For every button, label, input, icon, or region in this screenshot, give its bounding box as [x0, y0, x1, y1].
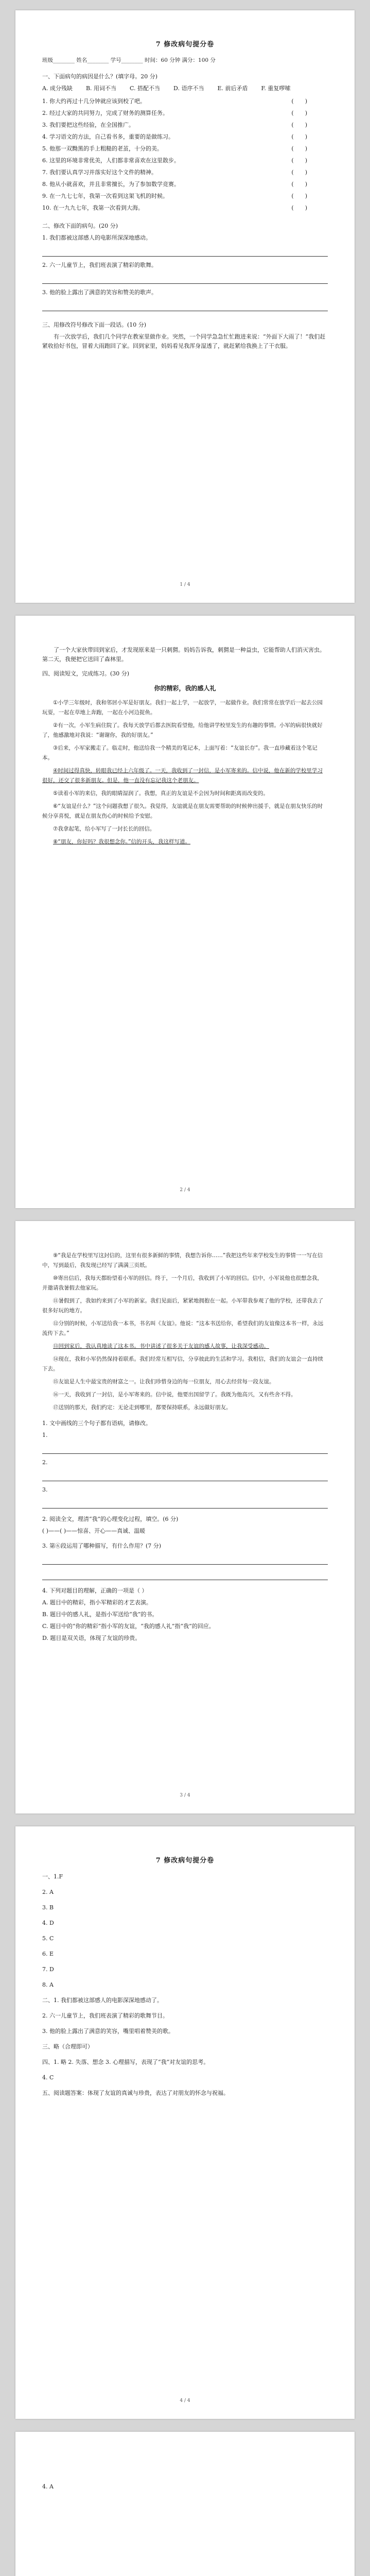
answer-item: 4. C	[42, 2074, 54, 2081]
question-item: 3. 我们要把这些经验，在全国推广。 ( )	[42, 122, 307, 128]
question-item: 9. 在一九七七年，我第一次看到这架飞机的时候。 ( )	[42, 193, 307, 199]
question-item: 1. 你大约再过十几分钟就应该到校了吧。 ( )	[42, 98, 307, 105]
section-1-heading: 一、下面病句的病因是什么？(填字母。20 分)	[42, 73, 158, 80]
fix-item: 3. 他的脸上露出了满意的笑容和赞美的歌声。	[42, 289, 157, 296]
page-number: 1 / 4	[180, 582, 190, 587]
question-item: 4. 学习语文的方法，自己看书多，重要的是做练习。 ( )	[42, 133, 307, 140]
section-2-heading: 二、修改下面的病句。(20 分)	[42, 223, 118, 229]
question-1: 1. 文中画线的三个句子都有语病，请修改。	[42, 1420, 151, 1427]
essay-paragraph: ⑤读着小军的来信，我的眼睛湿润了。我想，真正的友谊是不会因为时间和距离而改变的。	[53, 790, 269, 796]
fix-item: 2. 六一儿童节上，我们班表演了精彩的歌舞。	[42, 262, 157, 268]
answer-item: 一、1.F	[42, 1873, 63, 1880]
answer-item: 四、1. 略 2. 失落、想念 3. 心理描写，表现了“我”对友谊的思考。	[42, 2059, 209, 2065]
essay-paragraph: ⑰送别的那天，我们约定：无论走到哪里，都要保持联系，永远做好朋友。	[53, 1404, 232, 1411]
intro-text: 了一个大家伙带回到家后，才发现原来是一只刺猬。妈妈告诉我，刺猬是一种益虫，它能帮助人们消灭害虫。第二天，我便把它送回了森林里。	[42, 647, 325, 663]
question-3: 3. 第⑥段运用了哪种描写，有什么作用？(7 分)	[42, 1543, 162, 1549]
essay-paragraph: ⑨“我是在学校里写这封信的，这里有很多新鲜的事情，我想告诉你……”我把这些年来学校发生的事情一一写在信中，写到最后，我发现已经写了满满三页纸。	[42, 1252, 323, 1268]
options-list	[42, 84, 328, 93]
doc-title: 7 修改病句提分卷	[155, 41, 215, 48]
student-info: 班级________ 姓名________ 学号________ 时间：60 分钟 满分：100 分	[42, 57, 216, 63]
answer-line[interactable]	[42, 245, 328, 257]
option: B. 用词不当	[85, 85, 117, 92]
page-5	[15, 2432, 355, 2576]
answer-item: 4. A	[42, 2483, 54, 2490]
answer-label: 3.	[42, 1486, 48, 1493]
answer-line[interactable]	[42, 273, 328, 284]
essay-paragraph: ⑧“朋友，你好吗？我很想念你。”信的开头，我这样写道。	[53, 839, 191, 845]
question-4: 4. 下列对题目的理解，正确的一项是（ ）	[42, 1587, 148, 1594]
answer-item: 3. B	[42, 1904, 54, 1911]
page-3	[15, 1221, 355, 1814]
answer-label: 2.	[42, 1459, 48, 1466]
fix-item: 1. 我们都被这部感人的电影所深深地感动。	[42, 234, 151, 241]
question-item: 7. 我们要认真学习并落实好这个文件的精神。 ( )	[42, 169, 307, 176]
essay-paragraph: ⑯一天，我收到了一封信，是小军寄来的。信中说，他要出国留学了。我既为他高兴，又有些舍不得。	[53, 1392, 296, 1398]
page-4	[15, 1826, 355, 2419]
question-4-option: C. 题目中的“你的精彩”指小军的友谊，“我的感人礼”指“我”的回应。	[42, 1623, 215, 1630]
page-2	[15, 616, 355, 1208]
question-item: 5. 他那一双黝黑的手上粗糙的老茧，十分的美。 ( )	[42, 145, 307, 152]
essay-paragraph: ⑥“友谊是什么？”这个问题我想了很久。我觉得，友谊就是在朋友需要帮助的时候伸出援手，就是在朋友快乐的时候分享喜悦，就是在朋友伤心的时候给予安慰。	[42, 803, 323, 819]
essay-paragraph: ①小学三年级时，我和邻居小军是好朋友。我们一起上学，一起放学，一起做作业。我们常常在放学后一起去公园玩耍，一起在草地上奔跑，一起在小河边捉鱼。	[42, 700, 323, 716]
page-number: 4 / 4	[180, 2398, 190, 2403]
answer-item: 3. 他的脸上露出了满意的笑容，嘴里唱着赞美的歌。	[42, 2028, 174, 2035]
answer-item: 7. D	[42, 1966, 54, 1973]
question-2-fill[interactable]: ( )——( )——惊喜、开心——真诚、温暖	[42, 1528, 146, 1534]
answer-line[interactable]	[42, 300, 328, 311]
question-item: 10. 在一九九七年，我第一次看到大海。 ( )	[42, 205, 307, 211]
answer-line[interactable]	[42, 1569, 328, 1580]
option: C. 搭配不当	[130, 85, 161, 92]
answer-item: 五、阅读题答案：体现了友谊的真诚与珍贵，表达了对朋友的怀念与祝福。	[42, 2090, 229, 2096]
question-item: 2. 经过大家的共同努力，完成了财务的测算任务。 ( )	[42, 110, 307, 116]
essay-paragraph: ⑫分别的时候，小军送给我一本书，书名叫《友谊》。他说：“这本书送给你，希望我们的友谊像这本书一样，永远流传下去。”	[42, 1320, 324, 1336]
question-4-option: B. 题目中的感人礼，是指小军送给“我”的书。	[42, 1611, 158, 1618]
answer-item: 8. A	[42, 1981, 54, 1988]
option: A. 成分残缺	[42, 85, 73, 92]
answer-item: 4. D	[42, 1920, 54, 1926]
essay-paragraph: ⑮友谊是人生中最宝贵的财富之一。让我们珍惜身边的每一位朋友，用心去经营每一段友谊。	[53, 1379, 275, 1385]
answer-item: 5. C	[42, 1935, 54, 1942]
essay-paragraph: ④时间过得真快，转眼我已经上六年级了。一天，我收到了一封信，是小军寄来的。信中说，他在新的学校里学习很好，还交了很多新朋友。但是，他一直没有忘记我这个老朋友。	[42, 768, 323, 784]
answer-item: 二、1. 我们都被这部感人的电影深深地感动了。	[42, 1997, 163, 2004]
answer-line[interactable]	[42, 1553, 328, 1565]
section-4-heading: 四、阅读短文，完成练习。(30 分)	[42, 670, 130, 677]
option: E. 前后矛盾	[217, 85, 248, 92]
option: D. 语序不当	[173, 85, 204, 92]
essay-paragraph: ③后来，小军家搬走了。临走时，他送给我一个精美的笔记本，上面写着：“友谊长存”。我一直珍藏着这个笔记本。	[42, 745, 318, 761]
essay-paragraph: ⑦我拿起笔，给小军写了一封长长的回信。	[53, 826, 155, 832]
question-item: 6. 这里的环境非常优美，人们都非常喜欢在这里散步。 ( )	[42, 157, 307, 164]
answer-item: 6. E	[42, 1951, 54, 1957]
option: F. 重复啰嗦	[261, 85, 291, 92]
page-number: 3 / 4	[180, 1793, 190, 1798]
essay-paragraph: ⑬回到家后，我认真地读了这本书。书中讲述了很多关于友谊的感人故事，让我深受感动。	[53, 1343, 269, 1349]
page-1	[15, 10, 355, 603]
section-3-text: 有一次放学后，我们几个同学在教室里做作业。突然，一个同学急急忙忙跑进来说：“外面下大雨了！”我们赶紧收拾好书包，冒着大雨跑回了家。回到家里，妈妈看见我浑身湿透了，就赶紧给我换上了干衣服。	[42, 333, 326, 349]
answer-line[interactable]	[42, 1443, 328, 1454]
page-number: 2 / 4	[180, 1188, 190, 1193]
essay-paragraph: ⑭现在，我和小军仍然保持着联系。我们经常互相写信，分享彼此的生活和学习。我相信，我们的友谊会一直持续下去。	[42, 1356, 323, 1372]
essay-paragraph: ②有一次，小军生病住院了。我每天放学后都去医院看望他，给他讲学校里发生的有趣的事情。小军的病很快就好了，他感激地对我说：“谢谢你，我的好朋友。”	[42, 722, 323, 738]
answer-line[interactable]	[42, 1470, 328, 1481]
answer-label: 1.	[42, 1432, 48, 1438]
question-2: 2. 阅读全文，理清“我”的心理变化过程，填空。(6 分)	[42, 1516, 179, 1522]
answer-item: 2. 六一儿童节上，我们班表演了精彩的歌舞节目。	[42, 2012, 168, 2019]
question-item: 8. 他从小就喜欢，并且非常擅长，为了参加数学竞赛。 ( )	[42, 181, 307, 188]
answer-title: 7 修改病句提分卷	[155, 1857, 215, 1865]
answer-item: 2. A	[42, 1889, 54, 1895]
question-4-option: A. 题目中的精彩，指小军精彩的才艺表演。	[42, 1599, 152, 1606]
section-3-heading: 三、用修改符号修改下面一段话。(10 分)	[42, 321, 147, 328]
answer-item: 三、略（合理即可）	[42, 2043, 93, 2050]
essay-paragraph: ⑩寄出信后，我每天都盼望着小军的回信。终于，一个月后，我收到了小军的回信。信中，小军说他也很想念我，并邀请我暑假去他家玩。	[42, 1275, 323, 1291]
answer-line[interactable]	[42, 1497, 328, 1509]
essay-paragraph: ⑪暑假到了，我如约来到了小军的新家。我们见面后，紧紧地拥抱在一起。小军带我参观了他的学校，还带我去了很多好玩的地方。	[42, 1298, 323, 1314]
question-4-option: D. 题目是双关语，体现了友谊的珍贵。	[42, 1635, 141, 1641]
essay-title: 你的精彩，我的感人礼	[154, 685, 216, 692]
